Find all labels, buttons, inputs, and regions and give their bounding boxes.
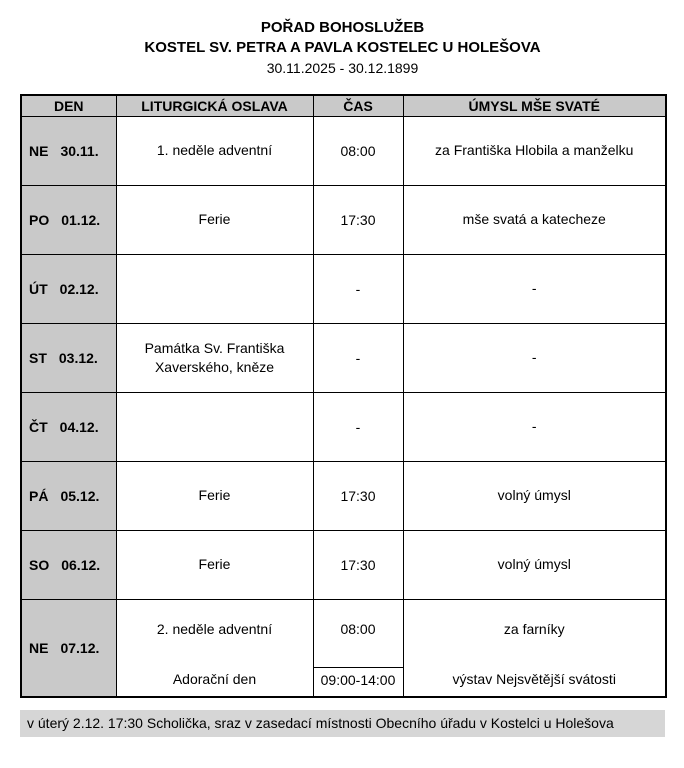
day-cell: [21, 323, 116, 392]
day-date: 01.12.: [61, 211, 101, 228]
day-abbr: ČT: [29, 418, 48, 435]
day-cell: [21, 599, 116, 697]
intention-cell: za Františka Hlobila a manželku: [403, 116, 666, 185]
document-header: [20, 18, 665, 79]
day-date: 03.12.: [58, 349, 98, 366]
day-cell: [21, 116, 116, 185]
day-date: 07.12.: [60, 639, 100, 656]
day-abbr: NE: [29, 639, 49, 656]
intention-cell: -: [403, 392, 666, 461]
day-cell: [21, 530, 116, 599]
day-abbr: SO: [29, 556, 50, 573]
time-cell: 17:30: [313, 185, 403, 254]
celebration-cell: 1. neděle adventní: [116, 116, 313, 185]
page-title: POŘAD BOHOSLUŽEB: [260, 19, 425, 36]
day-date: 30.11.: [60, 142, 99, 159]
day-cell: [21, 254, 116, 323]
table-row: [21, 530, 666, 599]
day-abbr: PÁ: [29, 487, 49, 504]
day-cell: [21, 461, 116, 530]
time-cell: -: [313, 323, 403, 392]
column-header-den: DEN: [21, 95, 116, 116]
day-abbr: ÚT: [29, 280, 48, 297]
column-header-umysl: ÚMYSL MŠE SVATÉ: [403, 95, 666, 116]
time-cell: 08:00: [313, 116, 403, 185]
table-row: [21, 323, 666, 392]
intention-cell: [403, 599, 666, 697]
column-header-liturgicka-oslava: LITURGICKÁ OSLAVA: [116, 95, 313, 116]
day-abbr: ST: [29, 349, 47, 366]
table-row: [21, 185, 666, 254]
time-cell: -: [313, 392, 403, 461]
intention-cell-stack: [412, 602, 658, 694]
celebration-cell: Ferie: [116, 530, 313, 599]
footer-note: v úterý 2.12. 17:30 Scholička, sraz v zasedací místnosti Obecního úřadu v Kostelci u Holešova: [20, 710, 665, 737]
celebration-cell-entry-1: 2. neděle adventní: [156, 620, 273, 637]
day-abbr: PO: [29, 211, 50, 228]
time-cell: -: [313, 254, 403, 323]
table-row: [21, 116, 666, 185]
time-cell-entry-2: 09:00-14:00: [314, 667, 403, 694]
time-cell-stack: [314, 602, 403, 694]
time-cell: 17:30: [313, 530, 403, 599]
celebration-cell: Ferie: [116, 461, 313, 530]
time-cell-entry-1: 08:00: [340, 620, 376, 637]
table-row: [21, 254, 666, 323]
table-row: [21, 392, 666, 461]
date-range: 30.11.2025 - 30.12.1899: [266, 60, 419, 76]
table-row: [21, 461, 666, 530]
intention-cell: -: [403, 254, 666, 323]
intention-cell-entry-1: za farníky: [503, 620, 565, 637]
day-date: 04.12.: [59, 418, 99, 435]
day-cell: [21, 185, 116, 254]
table-header-row: [21, 95, 666, 116]
intention-cell: volný úmysl: [403, 461, 666, 530]
celebration-cell-entry-2: Adorační den: [172, 670, 257, 687]
intention-cell-entry-2: výstav Nejsvětější svátosti: [452, 670, 616, 687]
church-name: KOSTEL SV. PETRA A PAVLA KOSTELEC U HOLEŠOVA: [144, 39, 541, 56]
time-cell: [313, 599, 403, 697]
intention-cell: -: [403, 323, 666, 392]
day-date: 06.12.: [61, 556, 101, 573]
column-header-cas: ČAS: [313, 95, 403, 116]
celebration-cell: Ferie: [116, 185, 313, 254]
table-row: [21, 599, 666, 697]
intention-cell: mše svatá a katecheze: [403, 185, 666, 254]
celebration-cell: [116, 599, 313, 697]
day-abbr: NE: [29, 142, 49, 159]
day-date: 02.12.: [59, 280, 99, 297]
celebration-cell-stack: [125, 602, 305, 694]
celebration-cell: [116, 254, 313, 323]
intention-cell: volný úmysl: [403, 530, 666, 599]
day-date: 05.12.: [60, 487, 100, 504]
celebration-cell: Památka Sv. Františka Xaverského, kněze: [116, 323, 313, 392]
time-cell: 17:30: [313, 461, 403, 530]
celebration-cell: [116, 392, 313, 461]
schedule-table: [20, 94, 667, 698]
day-cell: [21, 392, 116, 461]
